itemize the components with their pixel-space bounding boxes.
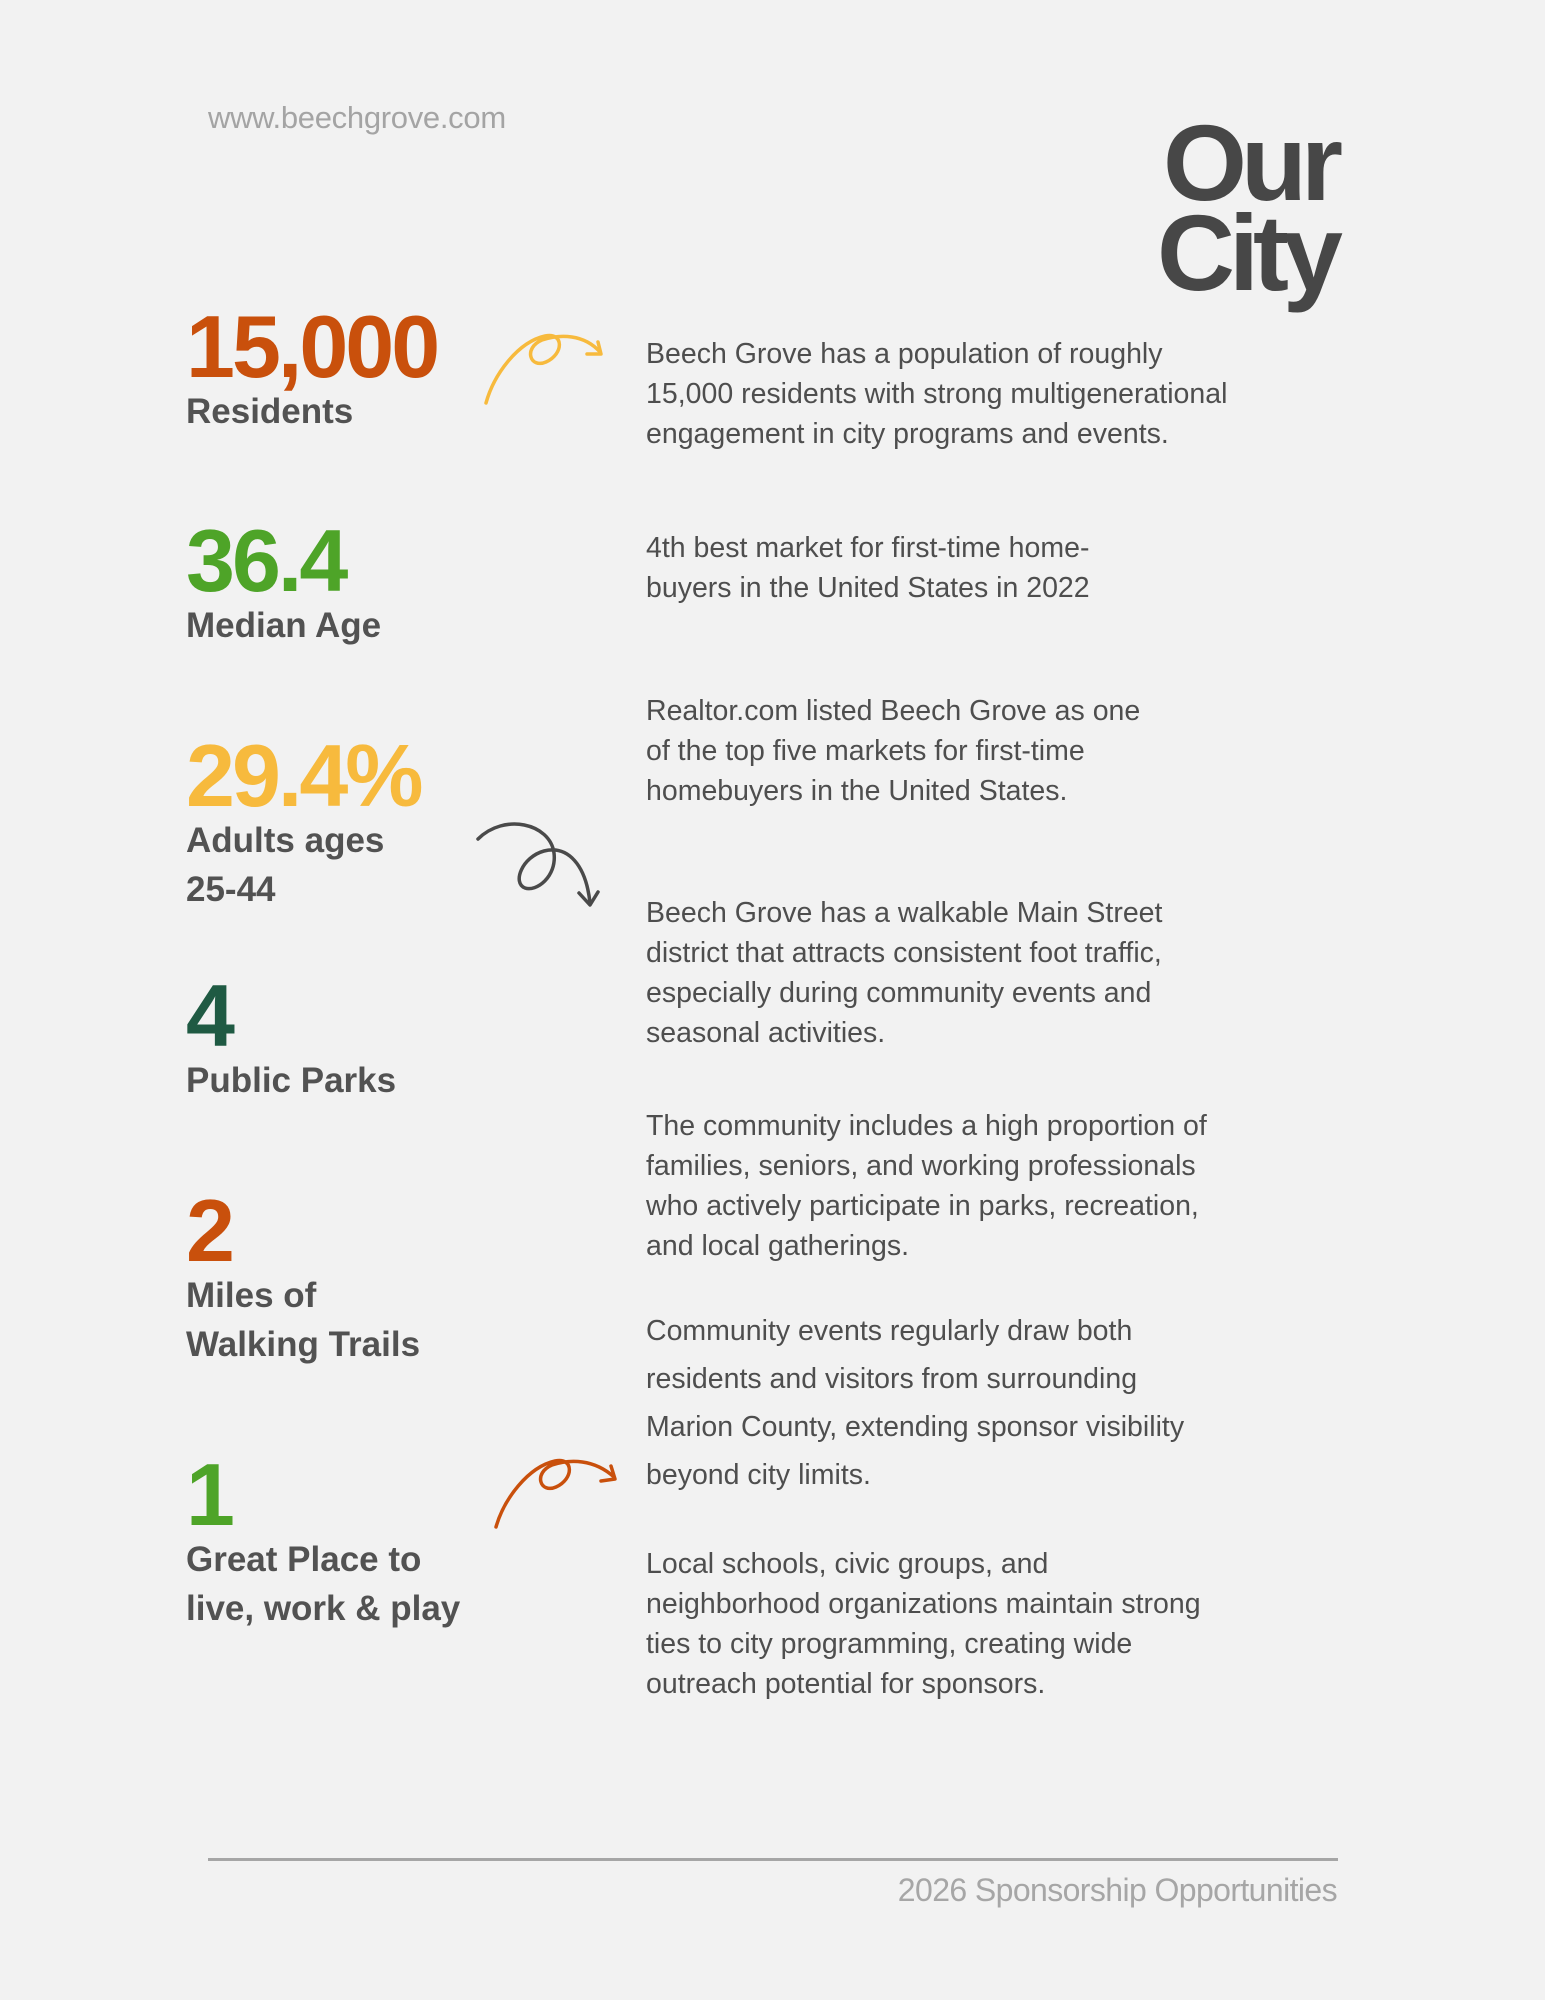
stat-label: [186, 1535, 460, 1633]
description-line: beyond city limits.: [646, 1459, 871, 1491]
stat-label-line: Great Place to: [186, 1540, 422, 1579]
description-line: 4th best market for first-time home-: [646, 532, 1090, 564]
stat-label: [186, 601, 381, 650]
description-line: district that attracts consistent foot traffic,: [646, 937, 1162, 969]
description-line: The community includes a high proportion of: [646, 1110, 1207, 1142]
stat-label: [186, 1271, 420, 1369]
description-schools: [646, 1544, 1306, 1704]
description-events: [646, 1307, 1306, 1499]
orange-swirl-arrow-icon: [490, 1455, 620, 1535]
stat-public-parks: [186, 966, 397, 1105]
footer-divider: [208, 1858, 1338, 1861]
yellow-swirl-arrow-icon: [480, 330, 610, 410]
stat-adults-ages: [186, 726, 421, 914]
description-population: [646, 334, 1306, 454]
stat-label-line: Residents: [186, 392, 354, 431]
description-line: engagement in city programs and events.: [646, 418, 1169, 450]
stat-label-line: Public Parks: [186, 1061, 397, 1100]
description-line: especially during community events and: [646, 977, 1152, 1009]
stat-label-line: Miles of: [186, 1276, 317, 1315]
stat-label: [186, 816, 421, 914]
stat-value: 36.4: [186, 511, 346, 610]
description-community: [646, 1106, 1306, 1266]
stat-great-place: [186, 1445, 461, 1633]
description-home-buyers: [646, 528, 1306, 608]
description-line: homebuyers in the United States.: [646, 775, 1068, 807]
website-url: www.beechgrove.com: [208, 100, 506, 135]
page-title-line-2: City: [1156, 192, 1337, 313]
page-title: [1156, 102, 1337, 313]
stat-value: 2: [186, 1181, 232, 1280]
description-line: Marion County, extending sponsor visibility: [646, 1411, 1185, 1443]
stat-label-line: Walking Trails: [186, 1325, 421, 1364]
stat-walking-trails: [186, 1181, 421, 1369]
stat-value: 1: [186, 1445, 232, 1544]
description-line: Beech Grove has a walkable Main Street: [646, 897, 1163, 929]
stat-label-line: 25-44: [186, 870, 276, 909]
description-line: and local gatherings.: [646, 1230, 910, 1262]
stat-value: 29.4%: [186, 726, 421, 825]
footer-text: 2026 Sponsorship Opportunities: [897, 1872, 1337, 1908]
stat-label: [186, 1056, 396, 1105]
description-line: residents and visitors from surrounding: [646, 1363, 1138, 1395]
description-line: ties to city programming, creating wide: [646, 1628, 1133, 1660]
stat-label-line: Adults ages: [186, 821, 385, 860]
description-realtor: [646, 691, 1306, 811]
description-line: outreach potential for sponsors.: [646, 1668, 1046, 1700]
stat-median-age: [186, 511, 382, 650]
description-line: who actively participate in parks, recreation,: [646, 1190, 1199, 1222]
page-title-line-1: Our: [1162, 102, 1337, 223]
stat-residents: [186, 297, 438, 436]
stat-label-line: live, work & play: [186, 1589, 461, 1628]
description-line: seasonal activities.: [646, 1017, 886, 1049]
description-line: Local schools, civic groups, and: [646, 1548, 1049, 1580]
description-line: Beech Grove has a population of roughly: [646, 338, 1163, 370]
description-line: 15,000 residents with strong multigenerational: [646, 378, 1228, 410]
description-line: Community events regularly draw both: [646, 1315, 1133, 1347]
gray-swirl-arrow-icon: [474, 815, 614, 910]
description-main-street: [646, 893, 1306, 1053]
description-line: neighborhood organizations maintain strong: [646, 1588, 1201, 1620]
stat-value: 15,000: [186, 297, 438, 396]
stat-value: 4: [186, 966, 232, 1065]
description-line: families, seniors, and working professionals: [646, 1150, 1196, 1182]
description-line: buyers in the United States in 2022: [646, 572, 1090, 604]
stat-label-line: Median Age: [186, 606, 382, 645]
description-line: Realtor.com listed Beech Grove as one: [646, 695, 1141, 727]
description-line: of the top five markets for first-time: [646, 735, 1085, 767]
